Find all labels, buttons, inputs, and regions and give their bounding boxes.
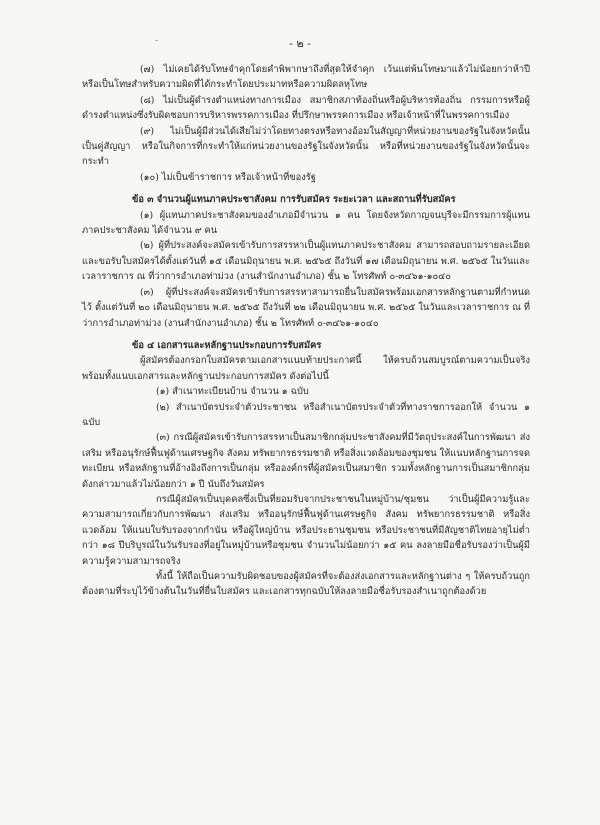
section-3-heading: ข้อ ๓ จำนวนผู้แทนภาคประชาสังคม การรับสมัคร ระยะเวลา และสถานที่รับสมัคร: [132, 194, 456, 206]
clause-9: (๙) ไม่เป็นผู้มีส่วนได้เสียไม่ว่าโดยทางตรงหรือทางอ้อมในสัญญาที่หน่วยงานของรัฐในจังหวัดนั้นเป็นคู่สัญญา หรือในกิจการที่กระทำให้แก่หน่วยงานของรัฐในจังหวัดนั้น หรือที่หน่วยงานของรัฐในจังหวัดนั้นจะกระทำ: [82, 125, 530, 168]
section-3-item-1: (๑) ผู้แทนภาคประชาสังคมของอำเภอมีจำนวน ๑ คน โดยจังหวัดกาญจนบุรีจะมีกรรมการผู้แทนภาคประชาสังคม ได้จำนวน ๙ คน: [82, 209, 530, 237]
section-4-individual-case: กรณีผู้สมัครเป็นบุคคลซึ่งเป็นที่ยอมรับจากประชาชนในหมู่บ้าน/ชุมชน ว่าเป็นผู้มีความรู้และความสามารถเกี่ยวกับการพัฒนา ส่งเสริม หรืออนุรักษ์ฟื้นฟูด้านเศรษฐกิจ สังคม ทรัพยากรธรรมชาติ หรือสิ่งแวดล้อม ให้แนบใบรับรองจากกำนัน หรือผู้ใหญ่บ้าน หรือประธานชุมชน หรือประชาชนที่มีสัญชาติไทยอายุไม่ต่ำกว่า ๑๘ ปีบริบูรณ์ในวันรับรองที่อยู่ในหมู่บ้านหรือชุมชน จำนวนไม่น้อยกว่า ๑๕ คน ลงลายมือชื่อรับรองว่าเป็นผู้มีความรู้ความสามารถจริง: [82, 493, 530, 567]
section-3-item-3: (๓) ผู้ที่ประสงค์จะสมัครเข้ารับการสรรหาสามารถยื่นใบสมัครพร้อมเอกสารหลักฐานตามที่กำหนดไว้ ตั้งแต่วันที่ ๒๐ เดือนมิถุนายน พ.ศ. ๒๕๖๕ ถึงวันที่ ๒๒ เดือนมิถุนายน พ.ศ. ๒๕๖๕ ในวันและเวลาราชการ ณ ที่ว่าการอำเภอท่าม่วง (งานสำนักงานอำเภอ) ชั้น ๒ โทรศัพท์ ๐-๓๔๖๑-๑๐๔๐: [82, 286, 530, 329]
section-4-heading: ข้อ ๔ เอกสารและหลักฐานประกอบการรับสมัคร: [132, 339, 322, 351]
section-4-item-1: (๑) สำเนาทะเบียนบ้าน จำนวน ๑ ฉบับ: [156, 386, 309, 398]
clause-7: (๗) ไม่เคยได้รับโทษจำคุกโดยคำพิพากษาถึงที่สุดให้จำคุก เว้นแต่พ้นโทษมาแล้วไม่น้อยกว่าห้าปี หรือเป็นโทษสำหรับความผิดที่ได้กระทำโดยประมาทหรือความผิดลหุโทษ: [82, 64, 530, 91]
section-3-item-2: (๒) ผู้ที่ประสงค์จะสมัครเข้ารับการสรรหาเป็นผู้แทนภาคประชาสังคม สามารถสอบถามรายละเอียดและขอรับใบสมัครได้ตั้งแต่วันที่ ๑๕ เดือนมิถุนายน พ.ศ. ๒๕๖๕ ถึงวันที่ ๑๗ เดือนมิถุนายน พ.ศ. ๒๕๖๕ ในวันและเวลาราชการ ณ ที่ว่าการอำเภอท่าม่วง (งานสำนักงานอำเภอ) ชั้น ๒ โทรศัพท์ ๐-๓๔๖๑-๑๐๔๐: [82, 240, 530, 283]
section-4-item-3: (๓) กรณีผู้สมัครเข้ารับการสรรหาเป็นสมาชิกกลุ่มประชาสังคมที่มีวัตถุประสงค์ในการพัฒนา ส่งเสริม หรืออนุรักษ์ฟื้นฟูด้านเศรษฐกิจ สังคม ทรัพยากรธรรมชาติ หรือสิ่งแวดล้อมของชุมชน ให้แนบหลักฐานการจดทะเบียน หรือหลักฐานที่อ้างอิงถึงการเป็นกลุ่ม หรือองค์กรที่ผู้สมัครเป็นสมาชิก รวมทั้งหลักฐานการเป็นสมาชิกกลุ่มดังกล่าวมาแล้วไม่น้อยกว่า ๑ ปี นับถึงวันสมัคร: [82, 432, 530, 490]
clause-8: (๘) ไม่เป็นผู้ดำรงตำแหน่งทางการเมือง สมาชิกสภาท้องถิ่นหรือผู้บริหารท้องถิ่น กรรมการหรือผู้ดำรงตำแหน่งซึ่งรับผิดชอบการบริหารพรรคการเมือง ที่ปรึกษาพรรคการเมือง หรือเจ้าหน้าที่ในพรรคการเมือง: [82, 94, 530, 122]
section-4-intro: ผู้สมัครต้องกรอกใบสมัครตามเอกสารแนบท้ายประกาศนี้ ให้ครบถ้วนสมบูรณ์ตามความเป็นจริง พร้อมทั้งแนบเอกสารและหลักฐานประกอบการสมัคร ดังต่อไปนี้: [82, 355, 530, 382]
clause-10: (๑๐) ไม่เป็นข้าราชการ หรือเจ้าหน้าที่ของรัฐ: [140, 171, 316, 183]
corner-mark: -: [155, 36, 159, 46]
section-4-responsibility: ทั้งนี้ ให้ถือเป็นความรับผิดชอบของผู้สมัครที่จะต้องส่งเอกสารและหลักฐานต่าง ๆ ให้ครบถ้วนถูกต้องตามที่ระบุไว้ข้างต้นในวันที่ยื่นใบสมัคร และเอกสารทุกฉบับให้ลงลายมือชื่อรับรองสำเนาถูกต้องด้วย: [82, 571, 530, 598]
page-number: - ๒ -: [289, 37, 311, 50]
document-body: [82, 62, 530, 600]
section-4-item-2: (๒) สำเนาบัตรประจำตัวประชาชน หรือสำเนาบัตรประจำตัวที่ทางราชการออกให้ จำนวน ๑ ฉบับ: [82, 401, 530, 428]
